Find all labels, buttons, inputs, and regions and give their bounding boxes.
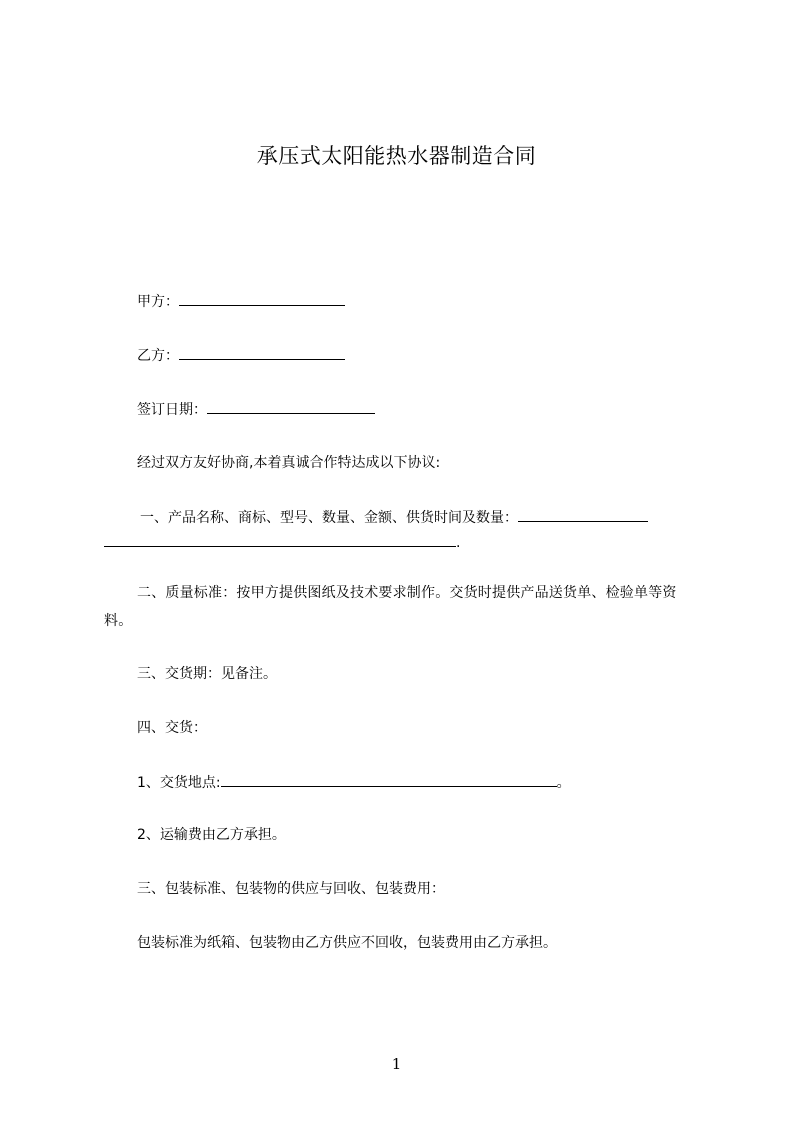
sign-date-label: 签订日期： — [137, 402, 207, 418]
clause-4-heading: 四、交货： — [137, 720, 207, 736]
clause-1-continuation — [104, 532, 460, 553]
delivery-location-blank[interactable] — [221, 772, 557, 787]
clause-1-blank-b[interactable] — [104, 532, 456, 547]
clause-5-heading: 三、包装标准、包装物的供应与回收、包装费用： — [137, 881, 445, 897]
party-a-label: 甲方： — [137, 294, 179, 310]
party-b-label: 乙方： — [137, 348, 179, 364]
party-b-line — [137, 345, 345, 366]
clause-3-text: 三、交货期：见备注。 — [137, 666, 277, 682]
sign-date-line — [137, 399, 375, 420]
document-title: 承压式太阳能热水器制造合同 — [256, 144, 537, 168]
party-a-blank[interactable] — [179, 291, 345, 306]
party-a-line — [137, 291, 345, 312]
clause-1-end: . — [456, 535, 461, 551]
clause-4-1-label: 1、交货地点: — [137, 775, 221, 791]
sign-date-blank[interactable] — [207, 399, 375, 414]
clause-1-label: 一、产品名称、商标、型号、数量、金额、供货时间及数量： — [140, 510, 518, 526]
clause-4-1-end: 。 — [556, 775, 571, 791]
clause-1-line — [140, 507, 648, 528]
intro-text: 经过双方友好协商,本着真诚合作特达成以下协议: — [137, 455, 441, 471]
clause-4-2-text: 2、运输费由乙方承担。 — [137, 827, 286, 843]
clause-4-1-line — [137, 772, 571, 793]
clause-2-text: 二、质量标准：按甲方提供图纸及技术要求制作。交货时提供产品送货单、检验单等资料。 — [104, 585, 677, 629]
clause-1-blank-a[interactable] — [518, 507, 648, 522]
clause-5-body: 包装标准为纸箱、包装物由乙方供应不回收，包装费用由乙方承担。 — [137, 935, 557, 951]
page-number: 1 — [391, 1055, 402, 1073]
party-b-blank[interactable] — [179, 345, 345, 360]
